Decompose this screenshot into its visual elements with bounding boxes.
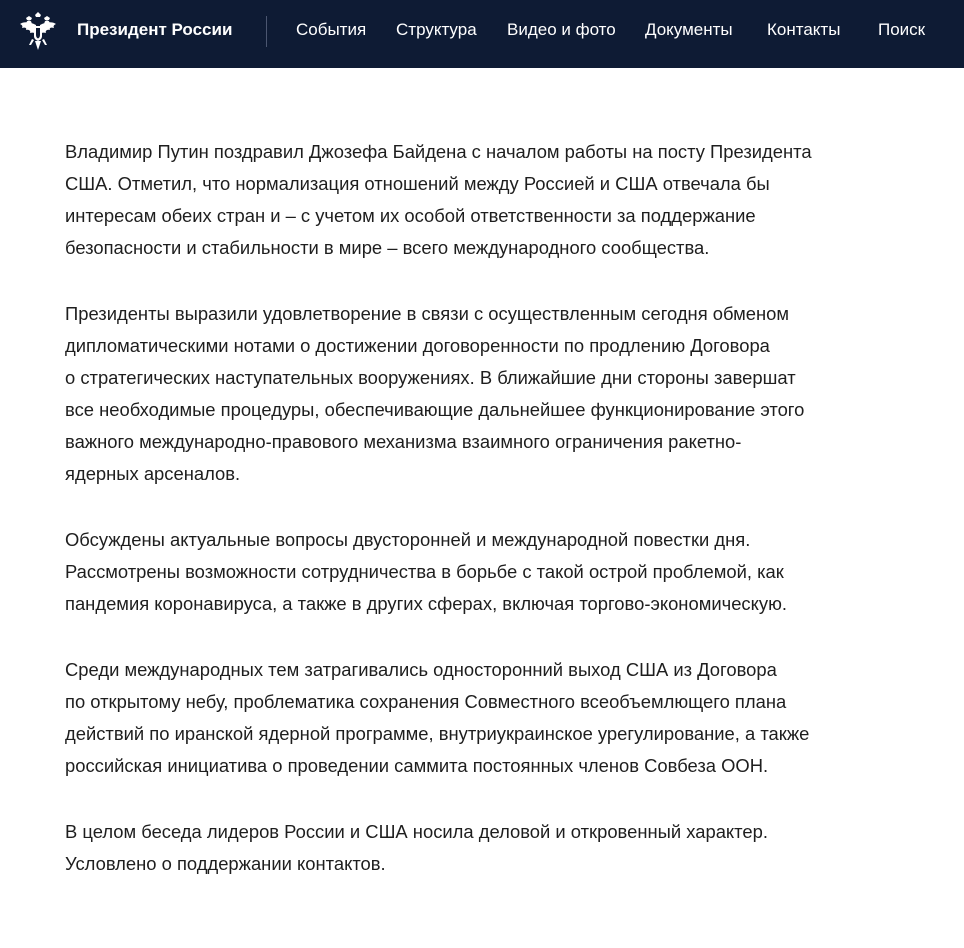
- site-title-link[interactable]: Президент России: [77, 20, 233, 39]
- article-paragraph-3: [65, 524, 935, 620]
- paragraph-line: российская инициатива о проведении саммита постоянных членов Совбеза ООН.: [65, 755, 769, 776]
- article-paragraph-1: [65, 136, 935, 264]
- paragraph-line: В целом беседа лидеров России и США носила деловой и откровенный характер.: [65, 821, 768, 842]
- paragraph-line: Условлено о поддержании контактов.: [65, 853, 386, 874]
- paragraph-line: пандемия коронавируса, а также в других сферах, включая торгово-экономическую.: [65, 593, 787, 614]
- paragraph-line: по открытому небу, проблематика сохранения Совместного всеобъемлющего плана: [65, 691, 787, 712]
- nav-item-video-photo[interactable]: Видео и фото: [507, 20, 616, 39]
- paragraph-line: важного международно-правового механизма взаимного ограничения ракетно-: [65, 431, 742, 452]
- nav-item-events[interactable]: События: [296, 20, 367, 39]
- article-paragraph-5: [65, 816, 935, 880]
- paragraph-line: дипломатическими нотами о достижении договоренности по продлению Договора: [65, 335, 770, 356]
- paragraph-line: Обсуждены актуальные вопросы двусторонней и международной повестки дня.: [65, 529, 751, 550]
- paragraph-line: Владимир Путин поздравил Джозефа Байдена с началом работы на посту Президента: [65, 141, 812, 162]
- paragraph-line: безопасности и стабильности в мире – всего международного сообщества.: [65, 237, 710, 258]
- paragraph-line: о стратегических наступательных вооружениях. В ближайшие дни стороны завершат: [65, 367, 796, 388]
- paragraph-line: Среди международных тем затрагивались односторонний выход США из Договора: [65, 659, 777, 680]
- nav-item-contacts[interactable]: Контакты: [767, 20, 841, 39]
- paragraph-line: Рассмотрены возможности сотрудничества в борьбе с такой острой проблемой, как: [65, 561, 784, 582]
- article-paragraph-2: [65, 298, 935, 490]
- article-paragraph-4: [65, 654, 935, 782]
- paragraph-line: действий по иранской ядерной программе, внутриукраинское урегулирование, а также: [65, 723, 810, 744]
- nav-item-structure[interactable]: Структура: [396, 20, 477, 39]
- paragraph-line: США. Отметил, что нормализация отношений между Россией и США отвечала бы: [65, 173, 770, 194]
- top-navigation-bar: [0, 0, 964, 68]
- paragraph-line: ядерных арсеналов.: [65, 463, 241, 484]
- nav-item-documents[interactable]: Документы: [645, 20, 733, 39]
- article-body: [65, 136, 935, 914]
- double-headed-eagle-icon[interactable]: [19, 12, 57, 52]
- nav-item-search[interactable]: Поиск: [878, 20, 926, 39]
- header-divider: [266, 16, 267, 47]
- paragraph-line: Президенты выразили удовлетворение в связи с осуществленным сегодня обменом: [65, 303, 790, 324]
- paragraph-line: все необходимые процедуры, обеспечивающие дальнейшее функционирование этого: [65, 399, 805, 420]
- paragraph-line: интересам обеих стран и – с учетом их особой ответственности за поддержание: [65, 205, 756, 226]
